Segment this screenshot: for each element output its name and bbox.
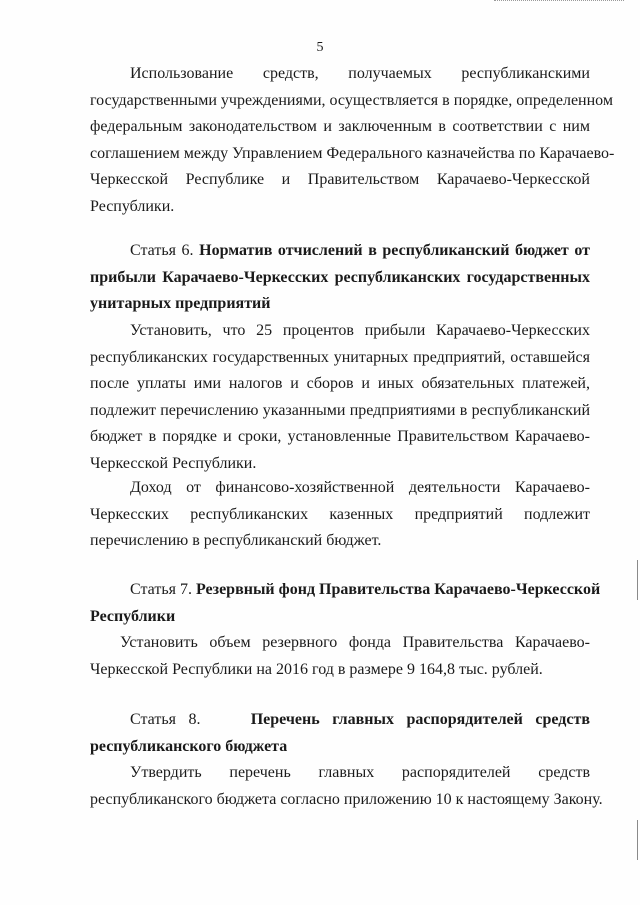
- text-line: федеральным законодательством и заключенным в соответствии с ним: [90, 118, 590, 136]
- scan-artifact-right-lower: [637, 820, 638, 860]
- text-line: Черкесских республиканских казенных предприятий подлежит: [90, 505, 590, 523]
- paragraph-usage-of-funds: [90, 61, 615, 221]
- article-6-prefix: Статья 6.: [130, 242, 194, 259]
- article-8-prefix: Статья 8.: [130, 711, 201, 728]
- heading-line: Республики: [90, 607, 176, 625]
- text-line: республиканского бюджета согласно приложению 10 к настоящему Закону.: [90, 790, 603, 808]
- heading-line: унитарных предприятий: [90, 295, 271, 313]
- heading-line: [90, 238, 590, 265]
- article-6-paragraph-1: [90, 318, 590, 478]
- heading-line: прибыли Карачаево-Черкесских республиканских государственных: [90, 268, 590, 286]
- text-line: соглашением между Управлением Федерального казначейства по Карачаево-: [90, 144, 615, 162]
- text-line: Черкесской Республики.: [90, 454, 257, 472]
- text-line: Использование средств, получаемых республиканскими: [130, 65, 590, 82]
- text-line: Утвердить перечень главных распорядителей средств: [130, 764, 590, 781]
- text-line: Доход от финансово-хозяйственной деятельности Карачаево-: [130, 479, 590, 496]
- text-line: подлежит перечислению указанными предприятиями в республиканский: [90, 401, 590, 419]
- text-line: Установить объем резервного фонда Правительства Карачаево-: [120, 634, 590, 651]
- article-7-heading: [90, 577, 601, 630]
- article-6-paragraph-2: [90, 475, 590, 555]
- article-7-title: Резервный фонд Правительства Карачаево-Черкесской: [195, 581, 601, 598]
- article-6-heading: [90, 238, 590, 318]
- article-6-title: Норматив отчислений в республиканский бюджет от: [199, 242, 591, 259]
- article-8-heading: [90, 707, 590, 760]
- text-line: Установить, что 25 процентов прибыли Карачаево-Черкесских: [130, 322, 590, 339]
- scan-artifact-top: [494, 0, 624, 4]
- article-7-paragraph: [90, 630, 590, 683]
- text-line: бюджет в порядке и сроки, установленные Правительством Карачаево-: [90, 428, 590, 446]
- text-line: Черкесской Республике и Правительством Карачаево-Черкесской: [90, 171, 590, 189]
- text-line: перечислению в республиканский бюджет.: [90, 532, 382, 550]
- heading-line: республиканского бюджета: [90, 737, 288, 755]
- text-line: государственными учреждениями, осуществляется в порядке, определенном: [90, 91, 613, 109]
- article-7-prefix: Статья 7.: [130, 581, 192, 598]
- page-number: 5: [316, 40, 324, 55]
- scan-artifact-right: [637, 560, 638, 600]
- heading-line: [90, 707, 590, 734]
- heading-line: [90, 577, 601, 604]
- article-8-paragraph: [90, 760, 603, 813]
- text-line: республиканских государственных унитарных предприятий, оставшейся: [90, 348, 590, 366]
- article-8-title: Перечень главных распорядителей средств: [250, 711, 590, 728]
- text-line: Республики.: [90, 197, 175, 215]
- text-line: после уплаты ими налогов и сборов и иных обязательных платежей,: [90, 375, 590, 393]
- text-line: Черкесской Республики на 2016 год в размере 9 164,8 тыс. рублей.: [90, 660, 543, 678]
